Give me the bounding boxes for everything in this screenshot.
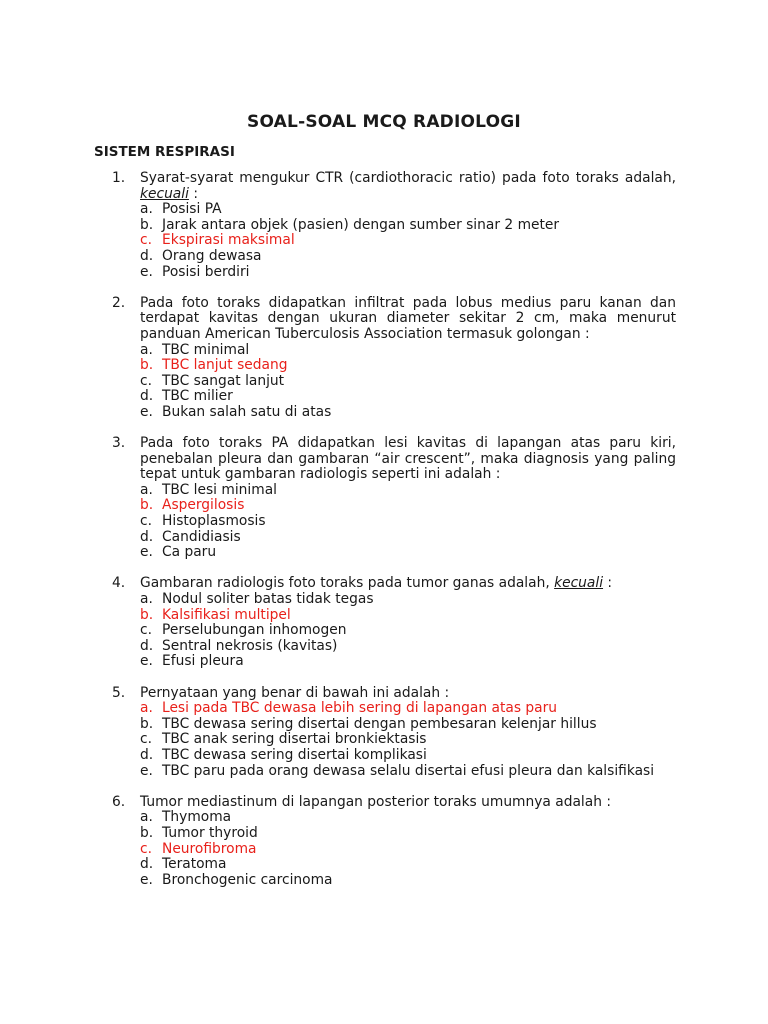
question-text-wrap bbox=[140, 171, 676, 202]
option-text: Teratoma bbox=[162, 856, 227, 873]
question-text-wrap bbox=[140, 296, 676, 343]
question-stem bbox=[112, 686, 676, 702]
answer-option bbox=[140, 530, 676, 546]
option-letter: b. bbox=[140, 606, 154, 623]
answer-option bbox=[140, 764, 676, 780]
question-stem bbox=[112, 576, 676, 592]
option-letter: d. bbox=[140, 388, 154, 405]
question-number: 4. bbox=[112, 575, 126, 592]
option-text: TBC dewasa sering disertai komplikasi bbox=[162, 746, 427, 763]
option-text: Bronchogenic carcinoma bbox=[162, 871, 333, 888]
answer-option-correct bbox=[140, 233, 676, 249]
option-letter: a. bbox=[140, 481, 153, 498]
section-heading: SISTEM RESPIRASI bbox=[94, 144, 235, 160]
answer-option bbox=[140, 483, 676, 499]
question-item bbox=[112, 576, 676, 670]
option-text: Histoplasmosis bbox=[162, 513, 266, 530]
option-text: Ca paru bbox=[162, 544, 217, 561]
option-letter: a. bbox=[140, 341, 153, 358]
option-letter: e. bbox=[140, 263, 153, 280]
option-letter: e. bbox=[140, 544, 153, 561]
question-number: 5. bbox=[112, 684, 126, 701]
option-letter: c. bbox=[140, 513, 152, 530]
option-text: Candidiasis bbox=[162, 528, 241, 545]
option-letter: c. bbox=[140, 731, 152, 748]
answer-option bbox=[140, 748, 676, 764]
option-text: Posisi berdiri bbox=[162, 263, 250, 280]
question-number: 2. bbox=[112, 294, 126, 311]
option-text: Kalsifikasi multipel bbox=[162, 606, 291, 623]
question-keyword: kecuali bbox=[554, 575, 604, 592]
option-letter: d. bbox=[140, 247, 154, 264]
option-letter: c. bbox=[140, 372, 152, 389]
question-list bbox=[112, 171, 676, 904]
option-text: Orang dewasa bbox=[162, 247, 262, 264]
answer-option-correct bbox=[140, 842, 676, 858]
answer-option-correct bbox=[140, 608, 676, 624]
option-list bbox=[140, 701, 676, 779]
option-list bbox=[140, 810, 676, 888]
option-list bbox=[140, 202, 676, 280]
option-text: Bukan salah satu di atas bbox=[162, 403, 332, 420]
option-letter: d. bbox=[140, 637, 154, 654]
answer-option bbox=[140, 514, 676, 530]
answer-option bbox=[140, 374, 676, 390]
answer-option bbox=[140, 265, 676, 281]
answer-option bbox=[140, 826, 676, 842]
question-number: 6. bbox=[112, 793, 126, 810]
option-text: Tumor thyroid bbox=[162, 824, 258, 841]
answer-option bbox=[140, 405, 676, 421]
question-item bbox=[112, 686, 676, 780]
option-letter: d. bbox=[140, 746, 154, 763]
option-letter: c. bbox=[140, 232, 152, 249]
option-text: TBC sangat lanjut bbox=[162, 372, 285, 389]
option-text: Thymoma bbox=[162, 809, 232, 826]
answer-option bbox=[140, 857, 676, 873]
question-text-wrap bbox=[140, 576, 676, 592]
option-letter: e. bbox=[140, 403, 153, 420]
question-suffix: : bbox=[603, 575, 613, 592]
answer-option bbox=[140, 545, 676, 561]
page-title: SOAL-SOAL MCQ RADIOLOGI bbox=[247, 112, 521, 132]
question-suffix: : bbox=[188, 185, 198, 202]
answer-option bbox=[140, 732, 676, 748]
option-text: Perselubungan inhomogen bbox=[162, 622, 347, 639]
option-text: Aspergilosis bbox=[162, 497, 245, 514]
question-item bbox=[112, 171, 676, 280]
answer-option bbox=[140, 202, 676, 218]
option-text: TBC paru pada orang dewasa selalu disertai efusi pleura dan kalsifikasi bbox=[162, 762, 655, 779]
option-text: TBC lesi minimal bbox=[162, 481, 277, 498]
option-text: Lesi pada TBC dewasa lebih sering di lapangan atas paru bbox=[162, 700, 558, 717]
answer-option-correct bbox=[140, 358, 676, 374]
answer-option bbox=[140, 623, 676, 639]
option-letter: d. bbox=[140, 528, 154, 545]
question-text: Gambaran radiologis foto toraks pada tumor ganas adalah, bbox=[140, 575, 550, 592]
option-letter: a. bbox=[140, 201, 153, 218]
answer-option bbox=[140, 639, 676, 655]
question-stem bbox=[112, 296, 676, 343]
option-letter: b. bbox=[140, 824, 154, 841]
question-text: Pada foto toraks didapatkan infiltrat pada lobus medius paru kanan dan terdapat kavitas dengan ukuran diameter sekitar 2 cm, maka menurut panduan American Tuberculosis Association termasuk golongan : bbox=[140, 294, 676, 342]
answer-option bbox=[140, 873, 676, 889]
option-text: Posisi PA bbox=[162, 201, 222, 218]
option-letter: a. bbox=[140, 591, 153, 608]
option-letter: b. bbox=[140, 216, 154, 233]
question-text-wrap bbox=[140, 436, 676, 483]
question-stem bbox=[112, 795, 676, 811]
answer-option bbox=[140, 810, 676, 826]
option-list bbox=[140, 483, 676, 561]
option-text: TBC milier bbox=[162, 388, 233, 405]
question-keyword: kecuali bbox=[140, 185, 189, 202]
option-text: Nodul soliter batas tidak tegas bbox=[162, 591, 374, 608]
option-letter: b. bbox=[140, 715, 154, 732]
answer-option bbox=[140, 249, 676, 265]
answer-option bbox=[140, 343, 676, 359]
option-text: TBC lanjut sedang bbox=[162, 357, 288, 374]
answer-option bbox=[140, 389, 676, 405]
option-text: Ekspirasi maksimal bbox=[162, 232, 295, 249]
option-letter: a. bbox=[140, 809, 153, 826]
option-letter: d. bbox=[140, 856, 154, 873]
question-stem bbox=[112, 436, 676, 483]
answer-option bbox=[140, 717, 676, 733]
question-stem bbox=[112, 171, 676, 202]
option-letter: c. bbox=[140, 840, 152, 857]
question-text: Pernyataan yang benar di bawah ini adalah : bbox=[140, 684, 450, 701]
option-letter: a. bbox=[140, 700, 153, 717]
answer-option bbox=[140, 592, 676, 608]
question-item bbox=[112, 795, 676, 889]
option-letter: c. bbox=[140, 622, 152, 639]
answer-option bbox=[140, 218, 676, 234]
option-letter: b. bbox=[140, 357, 154, 374]
option-letter: e. bbox=[140, 871, 153, 888]
question-text: Tumor mediastinum di lapangan posterior toraks umumnya adalah : bbox=[140, 793, 611, 810]
answer-option-correct bbox=[140, 701, 676, 717]
question-text: Syarat-syarat mengukur CTR (cardiothoracic ratio) pada foto toraks adalah, bbox=[140, 170, 676, 186]
answer-option bbox=[140, 654, 676, 670]
option-letter: b. bbox=[140, 497, 154, 514]
option-list bbox=[140, 343, 676, 421]
option-text: Efusi pleura bbox=[162, 653, 244, 670]
option-text: Neurofibroma bbox=[162, 840, 257, 857]
question-text: Pada foto toraks PA didapatkan lesi kavitas di lapangan atas paru kiri, penebalan pleura dan gambaran “air crescent”, maka diagnosis yang paling tepat untuk gambaran radiologis seperti ini adalah : bbox=[140, 435, 676, 483]
option-text: Jarak antara objek (pasien) dengan sumber sinar 2 meter bbox=[162, 216, 560, 233]
option-list bbox=[140, 592, 676, 670]
question-item bbox=[112, 436, 676, 561]
question-number: 3. bbox=[112, 435, 126, 452]
option-letter: e. bbox=[140, 762, 153, 779]
option-text: TBC minimal bbox=[162, 341, 250, 358]
option-text: Sentral nekrosis (kavitas) bbox=[162, 637, 338, 654]
question-item bbox=[112, 296, 676, 421]
answer-option-correct bbox=[140, 498, 676, 514]
question-number: 1. bbox=[112, 170, 126, 186]
option-text: TBC anak sering disertai bronkiektasis bbox=[162, 731, 427, 748]
option-text: TBC dewasa sering disertai dengan pembesaran kelenjar hillus bbox=[162, 715, 597, 732]
option-letter: e. bbox=[140, 653, 153, 670]
question-text-wrap bbox=[140, 795, 676, 811]
question-text-wrap bbox=[140, 686, 676, 702]
